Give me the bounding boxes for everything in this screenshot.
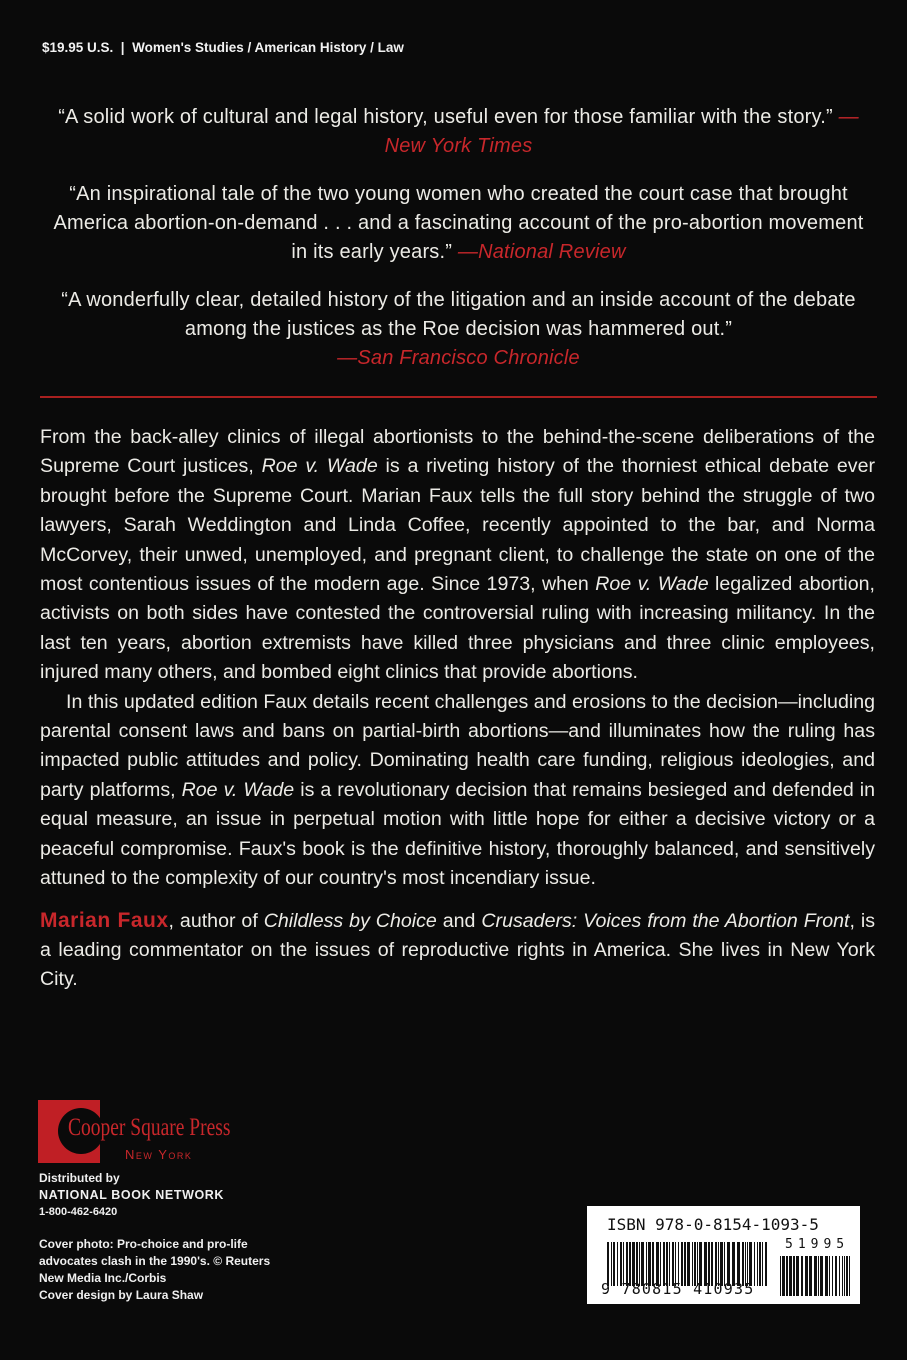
title-italic: Childless by Choice <box>263 909 437 932</box>
title-italic: Roe v. Wade <box>181 778 295 801</box>
quote-text: “A solid work of cultural and legal history, useful even for those familiar with the story.” <box>58 106 839 128</box>
price-bars <box>780 1256 850 1296</box>
distribution-label: Distributed by <box>39 1171 120 1185</box>
review-quote <box>40 103 877 161</box>
description-paragraph <box>40 688 875 894</box>
divider-rule <box>40 396 877 398</box>
barcode-bar <box>825 1256 828 1296</box>
barcode-bar <box>780 1256 781 1296</box>
barcode-bar <box>762 1242 763 1286</box>
text: , author of <box>168 909 264 932</box>
barcode-bar <box>765 1242 767 1286</box>
barcode-bar <box>757 1242 758 1286</box>
barcode-bar <box>796 1256 799 1296</box>
review-quote <box>40 286 877 373</box>
quote-text: “An inspirational tale of the two young women who created the court case that brought America abortion-on-demand . . . and a fascinating account of the pro-abortion movement in its early years.” <box>53 183 864 263</box>
barcode-bar <box>820 1256 823 1296</box>
barcode-bar <box>839 1256 840 1296</box>
credit-line: Cover design by Laura Shaw <box>39 1288 204 1302</box>
quote-source: —New York Times <box>384 106 859 157</box>
quote-source: —San Francisco Chronicle <box>337 347 580 369</box>
barcode-bar <box>829 1256 830 1296</box>
barcode-bar <box>832 1256 833 1296</box>
text: is a revolutionary decision that remains besieged and defended in equal measure, an issue in perpetual motion with little hope for either a decisive victory or a peaceful compromise. Faux's book is the definitive history, thoroughly balanced, and sensitively attuned to the complexity of our country's most incendiary issue. <box>40 778 876 890</box>
ean-digits: 9 780815 410935 <box>601 1280 755 1298</box>
quote-source: —National Review <box>457 241 626 263</box>
title-italic: Roe v. Wade <box>261 455 378 478</box>
title-italic: Crusaders: Voices from the Abortion Front <box>481 909 850 932</box>
text: , is a leading commentator on the issues of reproductive rights in America. She lives in New York City. <box>40 909 875 991</box>
barcode-bar <box>809 1256 812 1296</box>
text: legalized abortion, activists on both sides have contested the controversial ruling with increasing militancy. In the last ten years, abortion extremists have killed three physicians and three clinic employees, injured many others, and bombed eight clinics that provide abortions. <box>40 573 875 684</box>
barcode-bar <box>818 1256 819 1296</box>
isbn-barcode <box>587 1206 860 1304</box>
barcode-bar <box>835 1256 837 1296</box>
author-bio <box>40 906 875 995</box>
barcode-bar <box>849 1256 850 1296</box>
credit-line: New Media Inc./Corbis <box>39 1271 167 1285</box>
barcode-bar <box>844 1256 845 1296</box>
barcode-bar <box>793 1256 795 1296</box>
credit-line: Cover photo: Pro-choice and pro-life <box>39 1237 248 1251</box>
barcode-bar <box>842 1256 843 1296</box>
author-name: Marian Faux <box>40 908 169 932</box>
barcode-bar <box>805 1256 808 1296</box>
text: In this updated edition Faux details recent challenges and erosions to the decision—including parental consent laws and bans on partial-birth abortions—and illuminates how the ruling has impacted public attitudes and policy. Dominating health care funding, religious ideologies, and party platforms, <box>40 690 875 801</box>
review-quote <box>40 180 877 267</box>
distributor-phone: 1-800-462-6420 <box>39 1206 118 1218</box>
barcode-bar <box>759 1242 761 1286</box>
publisher-logo <box>38 1100 268 1166</box>
book-description <box>40 423 875 995</box>
credit-line: advocates clash in the 1990's. © Reuters <box>39 1254 271 1268</box>
barcode-bar <box>789 1256 792 1296</box>
cover-credits <box>39 1236 270 1304</box>
barcode-bar <box>801 1256 803 1296</box>
isbn-text: ISBN 978-0-8154-1093-5 <box>607 1215 819 1234</box>
title-italic: Roe v. Wade <box>595 573 709 596</box>
distributor-name: NATIONAL BOOK NETWORK <box>39 1188 225 1202</box>
distribution-info <box>39 1170 224 1221</box>
review-quotes <box>40 103 877 392</box>
text: is a riveting history of the thorniest ethical debate ever brought before the Supreme Court. Marian Faux tells the full story behind the struggle of two lawyers, Sarah Weddington and Linda Coffee, recently appointed to the bar, and Norma McCorvey, their unwed, unemployed, and pregnant client, to challenge the state on one of the most contentious issues of the modern age. Since 1973, when <box>40 455 875 596</box>
quote-text: “A wonderfully clear, detailed history of the litigation and an inside account of the debate among the justices as the Roe decision was hammered out.” <box>61 289 856 340</box>
publisher-city: New York <box>125 1147 193 1162</box>
barcode-bar <box>786 1256 788 1296</box>
text: From the back-alley clinics of illegal abortionists to the behind-the-scene deliberations of the Supreme Court justices, <box>40 426 875 478</box>
publisher-name: Cooper Square Press <box>68 1114 231 1141</box>
description-paragraph <box>40 423 875 688</box>
price-category-line: $19.95 U.S. | Women's Studies / American History / Law <box>42 40 404 55</box>
barcode-bar <box>782 1256 785 1296</box>
barcode-bar <box>814 1256 817 1296</box>
text: and <box>436 909 482 932</box>
price-code: 51995 <box>785 1237 850 1252</box>
barcode-bar <box>846 1256 848 1296</box>
